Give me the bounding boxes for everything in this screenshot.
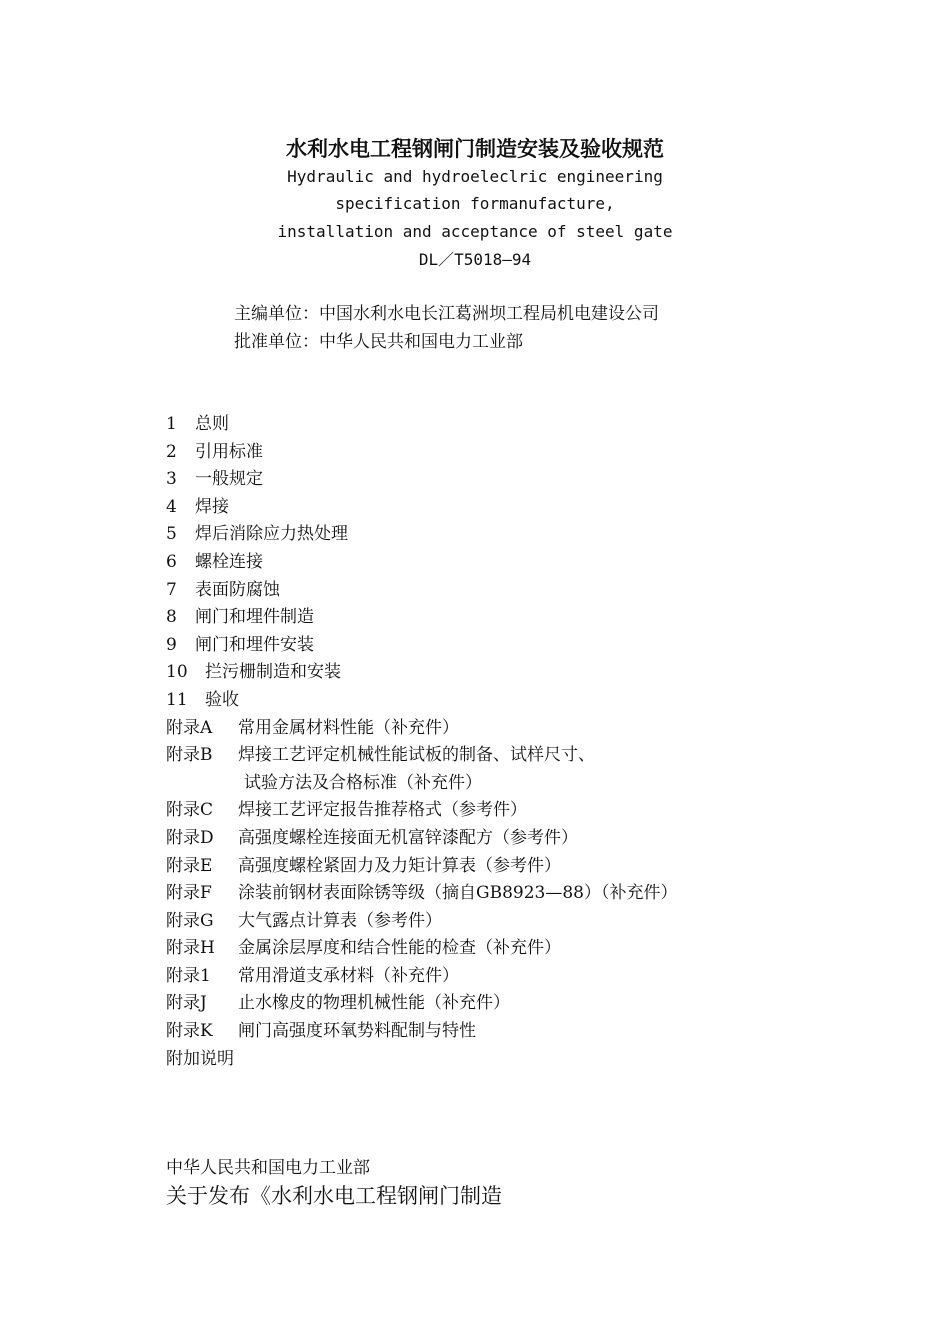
toc-title: 附加说明 <box>166 1048 234 1069</box>
toc-item <box>166 439 677 467</box>
toc-number: 4 <box>166 496 177 517</box>
toc-title: 大气露点计算表（参考件） <box>238 910 442 931</box>
document-title: 水利水电工程钢闸门制造安装及验收规范 <box>286 136 664 161</box>
toc-title: 总则 <box>195 414 229 434</box>
toc-number: 10 <box>166 662 188 683</box>
toc-item <box>166 687 677 715</box>
toc-title: 引用标准 <box>195 441 263 462</box>
toc-item <box>166 715 677 743</box>
chief-editor-unit: 主编单位：中国水利水电长江葛洲坝工程局机电建设公司 <box>234 304 659 324</box>
toc-title: 金属涂层厚度和结合性能的检查（补充件） <box>238 938 561 959</box>
toc-number: 9 <box>166 634 177 655</box>
toc-title: 焊接工艺评定机械性能试板的制备、试样尺寸、 <box>238 745 595 766</box>
toc-title: 闸门和埋件安装 <box>195 634 314 655</box>
toc-title: 止水橡皮的物理机械性能（补充件） <box>238 993 510 1014</box>
toc-number: 2 <box>166 441 177 462</box>
toc-number: 6 <box>166 551 177 572</box>
toc-number: 附录H <box>166 938 215 959</box>
toc-number: 附录A <box>166 717 213 738</box>
toc-title: 焊接 <box>195 496 229 517</box>
approval-unit: 批准单位：中华人民共和国电力工业部 <box>234 332 523 352</box>
toc-number: 附录G <box>166 910 214 931</box>
toc-title: 高强度螺栓紧固力及力矩计算表（参考件） <box>238 855 561 876</box>
toc-item <box>166 880 677 908</box>
toc-title: 焊后消除应力热处理 <box>195 524 348 545</box>
toc-title: 焊接工艺评定报告推荐格式（参考件） <box>238 800 527 821</box>
toc-item <box>166 908 677 936</box>
toc-title: 一般规定 <box>195 469 263 490</box>
toc-item <box>166 411 677 439</box>
toc-item <box>166 990 677 1018</box>
toc-title: 闸门和埋件制造 <box>195 607 314 628</box>
toc-title: 常用金属材料性能（补充件） <box>238 717 459 738</box>
toc-number: 附录B <box>166 745 213 766</box>
toc-item <box>166 935 677 963</box>
toc-item-additional-notes <box>166 1046 677 1074</box>
toc-number: 11 <box>166 689 188 710</box>
toc-title: 高强度螺栓连接面无机富锌漆配方（参考件） <box>238 827 578 848</box>
toc-item <box>166 797 677 825</box>
toc-item <box>166 466 677 494</box>
toc-title: 闸门高强度环氧势料配制与特性 <box>238 1021 476 1042</box>
toc-item-continuation <box>166 770 677 798</box>
toc-number: 附录D <box>166 827 214 848</box>
toc-title: 螺栓连接 <box>195 551 263 572</box>
toc-title: 验收 <box>205 689 239 710</box>
toc-number: 8 <box>166 607 177 628</box>
toc-item <box>166 632 677 660</box>
toc-title: 拦污栅制造和安装 <box>205 662 341 683</box>
toc-number: 附录1 <box>166 965 211 986</box>
toc-item <box>166 521 677 549</box>
toc-title: 涂装前钢材表面除锈等级（摘自GB8923—88）（补充件） <box>238 883 678 904</box>
notice-heading: 关于发布《水利水电工程钢闸门制造 <box>166 1184 502 1208</box>
toc-number: 附录E <box>166 855 213 876</box>
toc-item <box>166 742 677 770</box>
toc-item <box>166 659 677 687</box>
english-title-line-3: installation and acceptance of steel gate <box>277 222 673 241</box>
toc-item <box>166 604 677 632</box>
toc-item <box>166 549 677 577</box>
toc-item <box>166 963 677 991</box>
toc-item <box>166 825 677 853</box>
issuing-organization: 中华人民共和国电力工业部 <box>166 1158 370 1178</box>
toc-number: 3 <box>166 469 177 490</box>
toc-item <box>166 577 677 605</box>
toc-number: 7 <box>166 579 177 600</box>
toc-number: 1 <box>166 414 177 434</box>
toc-title: 常用滑道支承材料（补充件） <box>238 965 459 986</box>
standard-code: DL／T5018—94 <box>418 250 532 269</box>
toc-number: 附录K <box>166 1021 213 1042</box>
toc-title: 表面防腐蚀 <box>195 579 280 600</box>
english-title-line-2: specification formanufacture, <box>335 194 615 213</box>
toc-item <box>166 853 677 881</box>
toc-number: 5 <box>166 524 177 545</box>
toc-number: 附录J <box>166 993 207 1014</box>
toc-number: 附录F <box>166 883 212 904</box>
toc-item <box>166 494 677 522</box>
toc-number: 附录C <box>166 800 214 821</box>
toc-title: 试验方法及合格标准（补充件） <box>244 772 482 793</box>
table-of-contents <box>166 411 677 1073</box>
english-title-line-1: Hydraulic and hydroeleclric engineering <box>287 167 663 186</box>
toc-item <box>166 1018 677 1046</box>
